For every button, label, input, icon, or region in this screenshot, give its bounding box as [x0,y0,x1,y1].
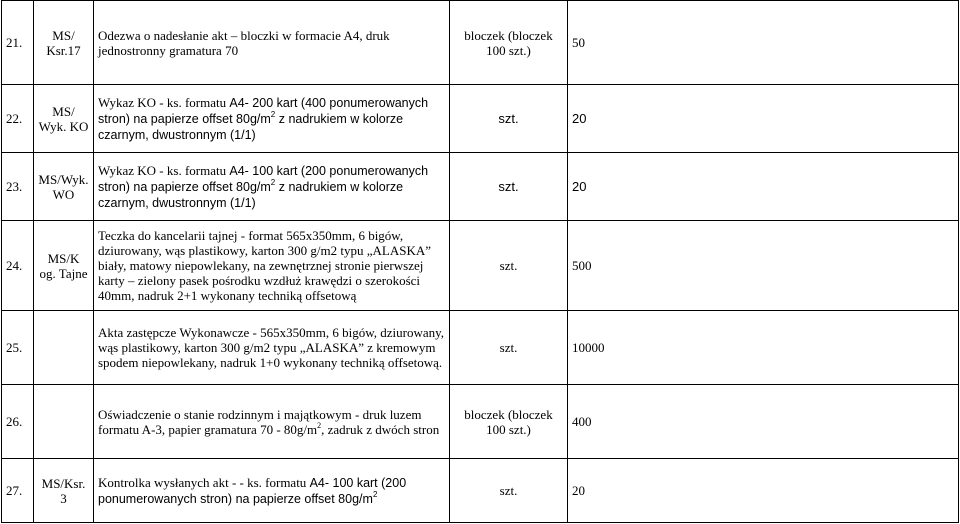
table-row [2,1,959,85]
description-cell [94,85,450,153]
description-cell [94,385,450,459]
unit-cell: bloczek (bloczek 100 szt.) [450,385,568,459]
description-cell: Teczka do kancelarii tajnej - format 565x350mm, 6 bigów, dziurowany, wąs plastikowy, karton 300 g/m2 typu „ALASKA” biały, matowy niepowlekany, na zewnętrznej stronie pierwszej karty – zielony pasek pośrodku wzdłuż krawędzi o szerokości 40mm, nadruk 2+1 wykonany techniką offsetową [94,221,450,311]
row-number: 24. [2,221,34,311]
symbol-cell: MS/K og. Tajne [34,221,94,311]
row-number: 23. [2,153,34,221]
unit-cell: szt. [450,311,568,385]
table-row [2,85,959,153]
row-number: 25. [2,311,34,385]
row-number: 26. [2,385,34,459]
description-part: z nadrukiem w kolorze czarnym, dwustronnym (1/1) [98,111,404,142]
table-row [2,221,959,311]
unit-cell: szt. [450,153,568,221]
table-row [2,311,959,385]
description-part: A4- 200 kart (400 ponumerowanych stron) na papierze offset 80g/m [98,95,429,126]
symbol-cell: MS/ Wyk. KO [34,85,94,153]
symbol-cell [34,311,94,385]
description-part: z nadrukiem w kolorze czarnym, dwustronnym (1/1) [98,179,404,210]
row-number: 22. [2,85,34,153]
description-cell [94,459,450,523]
unit-cell: szt. [450,221,568,311]
superscript: 2 [372,489,378,499]
unit-cell: bloczek (bloczek 100 szt.) [450,1,568,85]
symbol-cell: MS/Ksr. 3 [34,459,94,523]
symbol-cell [34,385,94,459]
unit-cell: szt. [450,85,568,153]
superscript: 2 [317,420,322,430]
description-part: Wykaz KO - ks. formatu [98,162,230,178]
description-part: Kontrolka wysłanych akt - - ks. formatu [98,474,310,490]
description-part: A4- 100 kart (200 ponumerowanych stron) na papierze offset 80g/m [98,163,429,194]
description-part: , zadruk z dwóch stron [321,421,440,437]
quantity-cell: 20 [568,85,959,153]
symbol-cell: MS/Wyk. WO [34,153,94,221]
quantity-cell: 500 [568,221,959,311]
table-row [2,153,959,221]
quantity-cell: 20 [568,153,959,221]
superscript: 2 [270,177,276,187]
description-part: Wykaz KO - ks. formatu [98,94,230,110]
description-part: Oświadczenie o stanie rodzinnym i majątkowym - druk luzem formatu A-3, papier gramatura 70 - 80g/m [98,406,422,437]
description-part: A4- 100 kart (200 ponumerowanych stron) na papierze offset 80g/m [98,475,407,506]
row-number: 27. [2,459,34,523]
items-table [1,0,959,523]
quantity-cell: 50 [568,1,959,85]
symbol-cell: MS/ Ksr.17 [34,1,94,85]
row-number: 21. [2,1,34,85]
quantity-cell: 400 [568,385,959,459]
unit-cell: szt. [450,459,568,523]
superscript: 2 [270,109,276,119]
description-cell [94,153,450,221]
quantity-cell: 20 [568,459,959,523]
description-cell: Akta zastępcze Wykonawcze - 565x350mm, 6 bigów, dziurowany, wąs plastikowy, karton 300 g/m2 typu „ALASKA” z kremowym spodem niepowlekany, nadruk 1+0 wykonany techniką offsetową. [94,311,450,385]
description-cell: Odezwa o nadesłanie akt – bloczki w formacie A4, druk jednostronny gramatura 70 [94,1,450,85]
table-row [2,459,959,523]
quantity-cell: 10000 [568,311,959,385]
table-row [2,385,959,459]
